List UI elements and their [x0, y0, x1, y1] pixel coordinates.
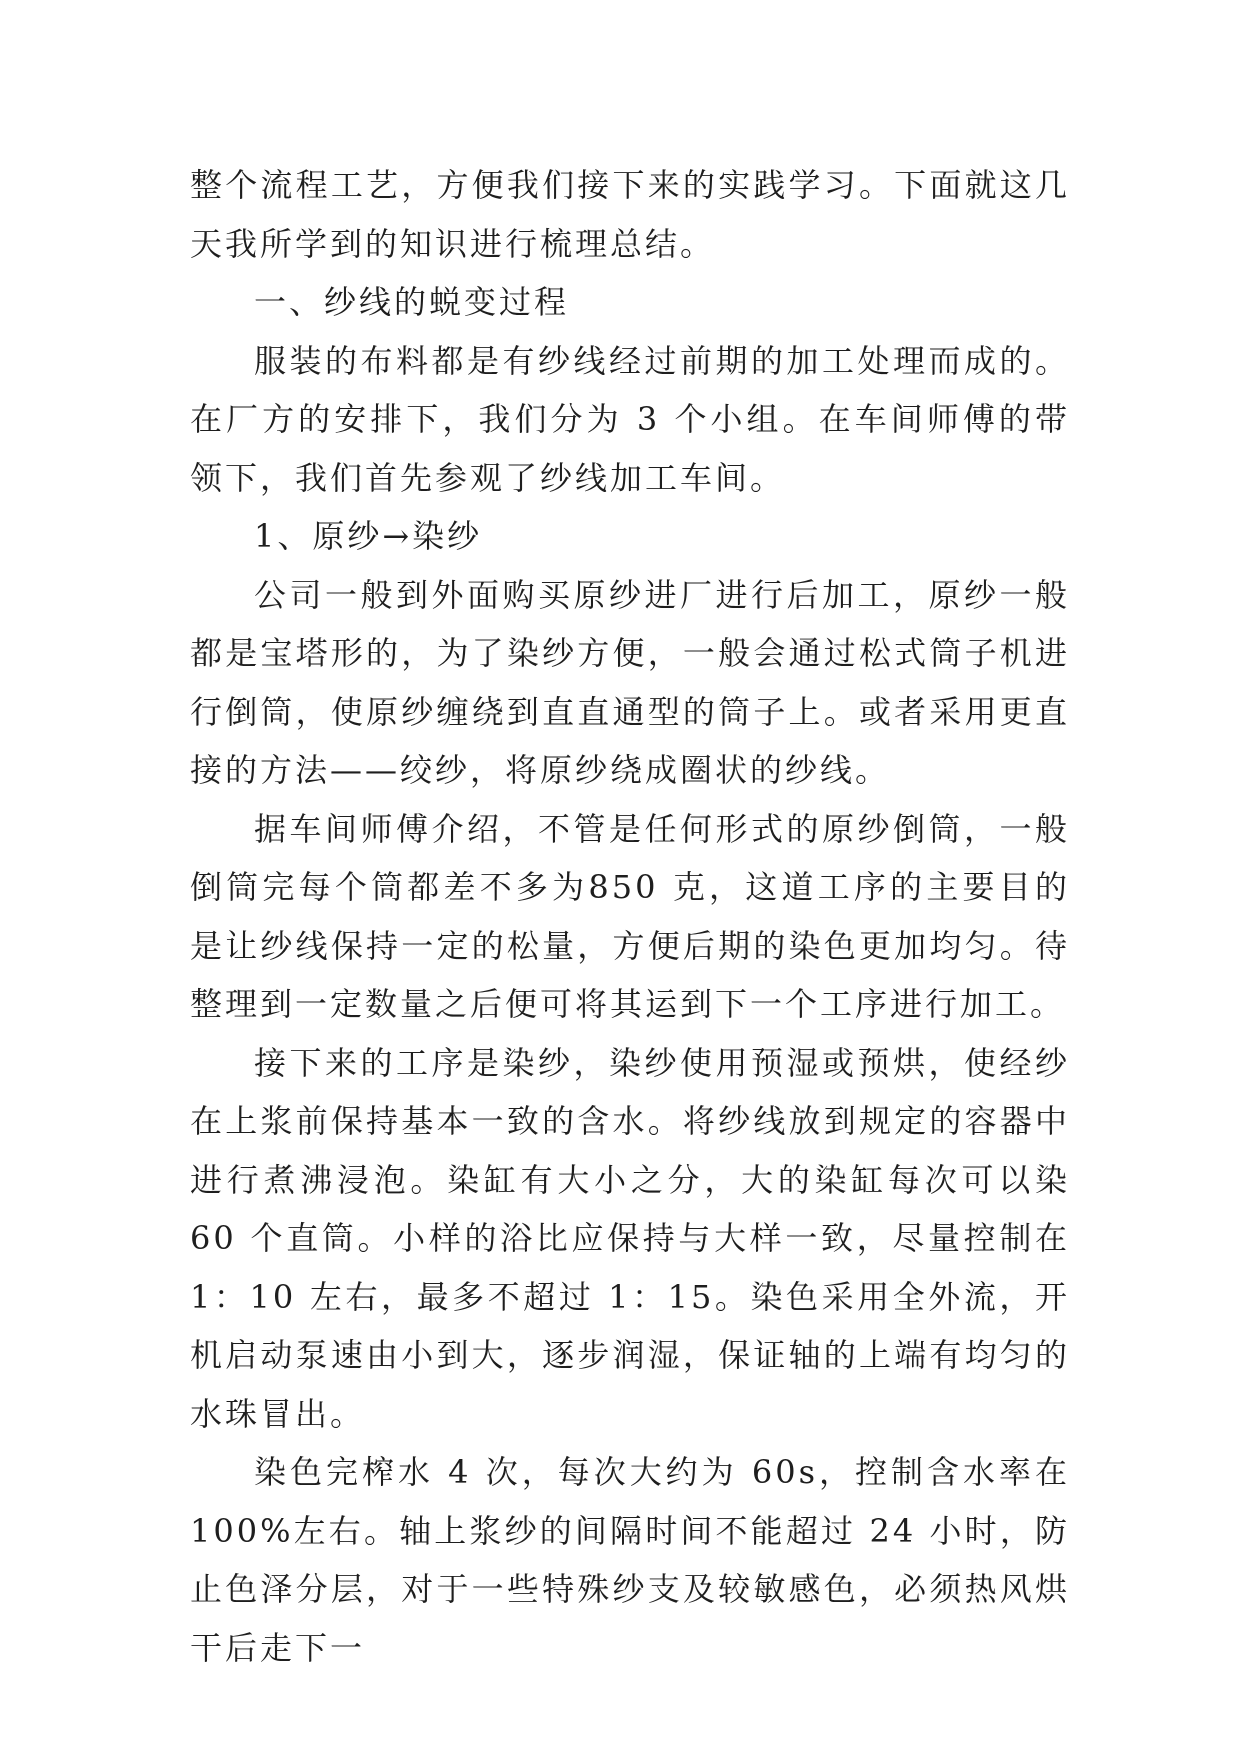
paragraph-after-dyeing: 染色完榨水 4 次，每次大约为 60s，控制含水率在 100%左右。轴上浆纱的间隔时间不能超过 24 小时，防止色泽分层，对于一些特殊纱支及较敏感色，必须热风烘干后走下一	[190, 1453, 1070, 1667]
document-body	[190, 156, 1070, 1677]
paragraph-dyeing-process: 接下来的工序是染纱，染纱使用预湿或预烘，使经纱在上浆前保持基本一致的含水。将纱线放到规定的容器中进行煮沸浸泡。染缸有大小之分，大的染缸每次可以染 60 个直筒。小样的浴比应保持与大样一致，尽量控制在 1：10 左右，最多不超过 1：15。染色采用全外流，开机启动泵速由小到大，逐步润湿，保证轴的上端有均匀的水珠冒出。	[190, 1043, 1070, 1433]
section-heading-yarn-transformation: 一、纱线的蜕变过程	[254, 283, 570, 321]
paragraph-intro-continuation: 整个流程工艺，方便我们接下来的实践学习。下面就这几天我所学到的知识进行梳理总结。	[190, 166, 1070, 263]
paragraph-fabric-origin: 服装的布料都是有纱线经过前期的加工处理而成的。在厂方的安排下，我们分为 3 个小组。在车间师傅的带领下，我们首先参观了纱线加工车间。	[190, 341, 1070, 497]
subheading-raw-to-dyed-yarn: 1、原纱→染纱	[254, 517, 483, 555]
paragraph-raw-yarn-purchase: 公司一般到外面购买原纱进厂进行后加工，原纱一般都是宝塔形的，为了染纱方便，一般会通过松式筒子机进行倒筒，使原纱缠绕到直直通型的筒子上。或者采用更直接的方法——绞纱，将原纱绕成圈状的纱线。	[190, 575, 1070, 789]
paragraph-rewinding: 据车间师傅介绍，不管是任何形式的原纱倒筒，一般倒筒完每个筒都差不多为850 克，这道工序的主要目的是让纱线保持一定的松量，方便后期的染色更加均匀。待整理到一定数量之后便可将其运到下一个工序进行加工。	[190, 809, 1070, 1023]
